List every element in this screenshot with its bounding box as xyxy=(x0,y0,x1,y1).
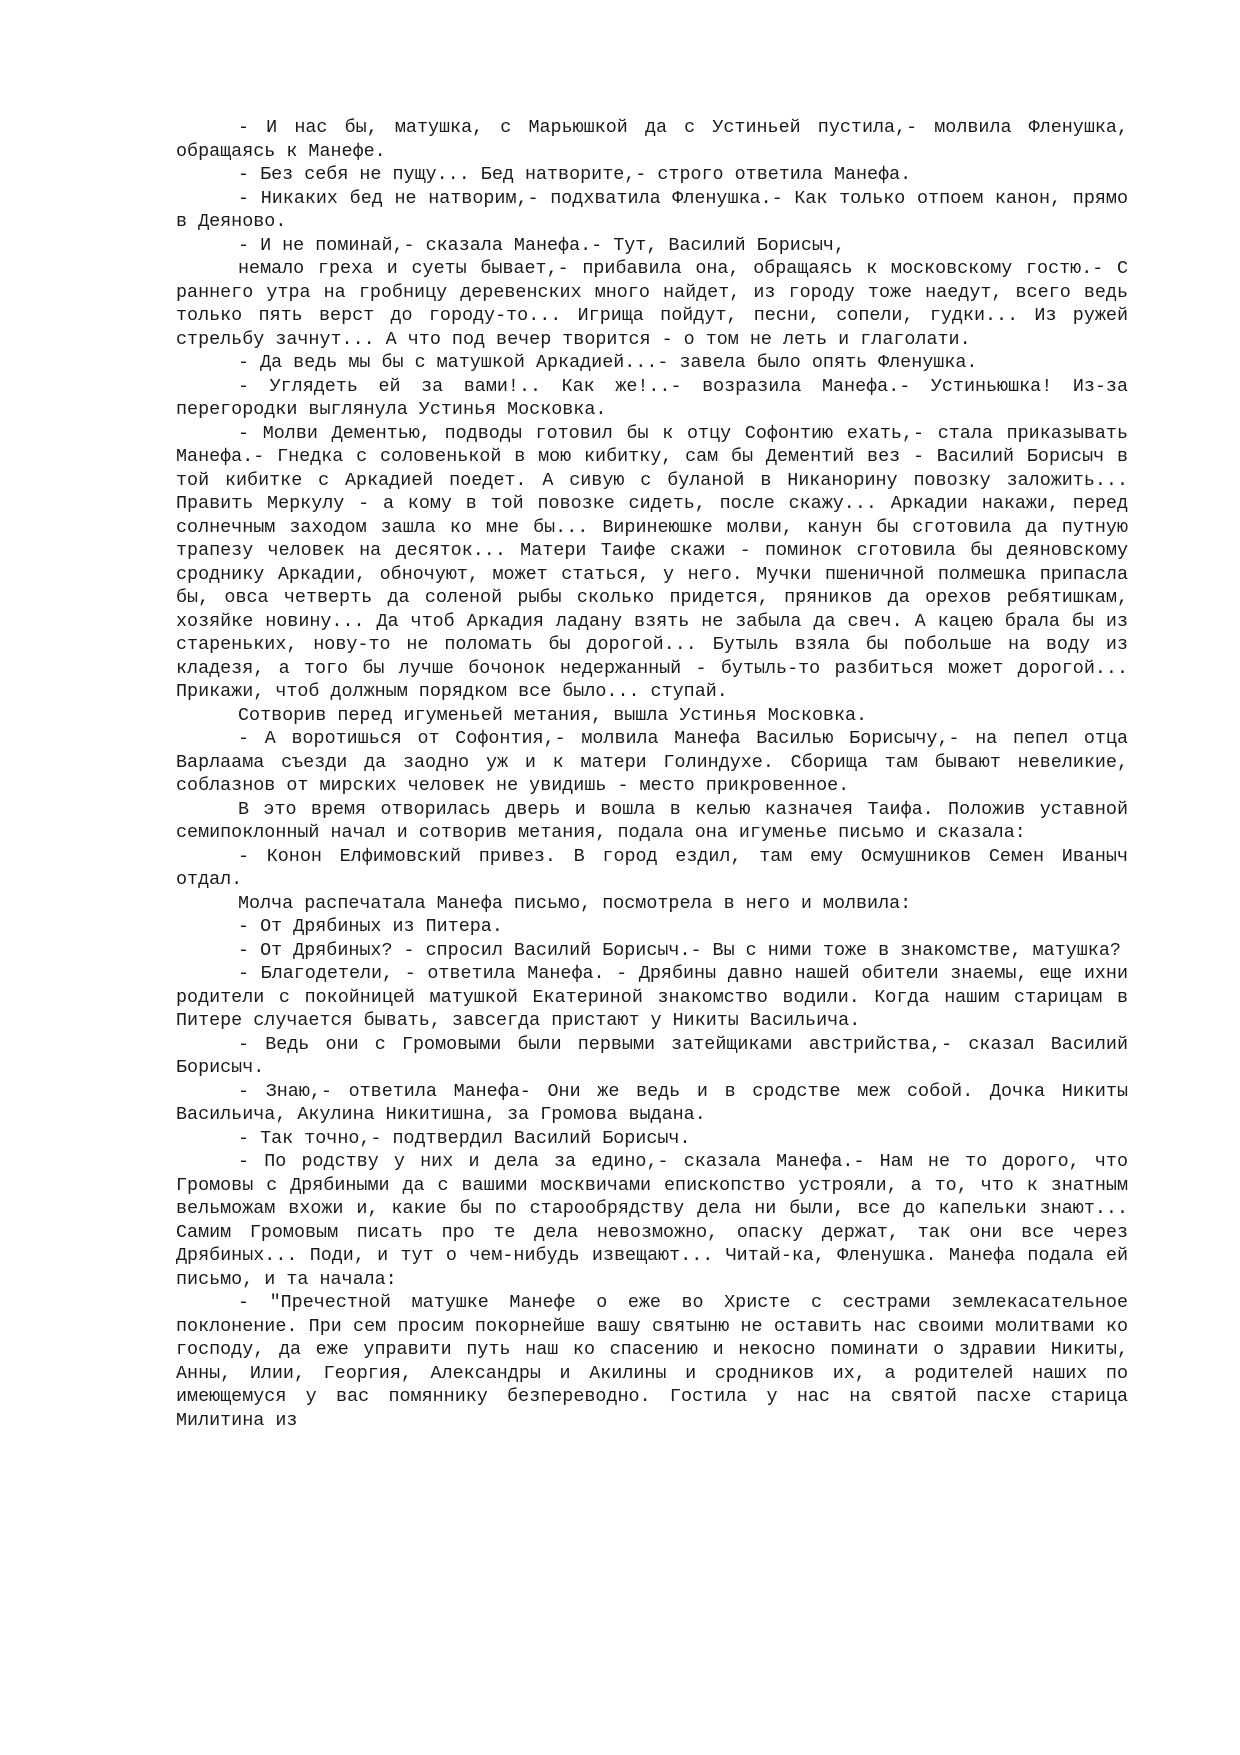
paragraph: - По родству у них и дела за едино,- сказала Манефа.- Нам не то дорого, что Громовы с Дрябиными да с вашими москвичами епископство устрояли, а то, что к знатным вельможам вхожи и, какие бы по старообрядству дела ни были, все до капельки знают... Самим Громовым писать про те дела невозможно, опаску держат, так они все через Дрябиных... Поди, и тут о чем-нибудь извещают... Читай-ка, Фленушка. Манефа подала ей письмо, и та начала: xyxy=(176,1151,1128,1290)
paragraph: Сотворив перед игуменьей метания, вышла Устинья Московка. xyxy=(238,704,868,726)
paragraph: - А воротишься от Софонтия,- молвила Манефа Василью Борисычу,- на пепел отца Варлаама съезди да заодно уж и к матери Голиндухе. Сборища там бывают невеликие, соблазнов от мирских человек не увидишь - место прикровенное. xyxy=(176,728,1128,796)
paragraph: - Без себя не пущу... Бед натворите,- строго ответила Манефа. xyxy=(238,164,912,185)
paragraph: - Молви Дементью, подводы готовил бы к отцу Софонтию ехать,- стала приказывать Манефа.- Гнедка с соловенькой в мою кибитку, сам бы Дементий вез - Василий Борисыч в той кибитке с Аркадией поедет. А сивую с буланой в Никанорину повозку заложить... Править Меркулу - а кому в той повозке сидеть, после скажу... Аркадии накажи, перед солнечным заходом зашла ко мне бы... Виринеюшке молви, канун бы сготовила да путную трапезу человек на десяток... Матери Таифе скажи - поминок сготовила бы деяновскому сроднику Аркадии, обночуют, может статься, у него. Мучки пшеничной полмешка припасла бы, овса четверть да соленой рыбы сколько придется, пряников да орехов ребятишкам, хозяйке новину... Да чтоб Аркадия ладану взять не забыла да свеч. А кацею брала бы из старeньких, нову-то не поломать бы дорогой... Бутыль взяла бы побольше на воду из кладезя, а того бы лучше бочонок недержанный - бутыль-то разбиться может дорогой... Прикажи, чтоб должным порядком все было... ступай. xyxy=(176,422,1128,702)
paragraph: - И нас бы, матушка, с Марьюшкой да с Устиньей пустила,- молвила Фленушка, обращаясь к Манефе. xyxy=(176,117,1128,162)
paragraph: - Углядеть ей за вами!.. Как же!..- возразила Манефа.- Устиньюшка! Из-за перегородки выглянула Устинья Московка. xyxy=(176,375,1128,420)
paragraph: Молча распечатала Манефа письмо, посмотрела в него и молвила: xyxy=(238,892,912,914)
paragraph: - От Дрябиных из Питера. xyxy=(238,916,503,937)
paragraph: - От Дрябиных? - спросил Василий Борисыч.- Вы с ними тоже в знакомстве, матушка? xyxy=(238,939,1121,961)
paragraph: - Конон Елфимовский привез. В город ездил, там ему Осмушников Семен Иваныч отдал. xyxy=(176,845,1128,890)
document-page xyxy=(176,116,1128,1432)
paragraph: - Ведь они с Громовыми были первыми затейщиками австрийства,- сказал Василий Борисыч. xyxy=(176,1033,1128,1078)
paragraph: - Знаю,- ответила Манефа- Они же ведь и в сродстве меж собой. Дочка Никиты Васильича, Акулина Никитишна, за Громова выдана. xyxy=(176,1080,1128,1125)
paragraph: немало греха и суеты бывает,- прибавила она, обращаясь к московскому гостю.- С раннего утра на гробницу деревенских много найдет, из городу тоже наедут, всего ведь только пять верст до городу-то... Игрища пойдут, песни, сопели, гудки... Из ружей стрельбу зачнут... А что под вечер творится - о том не леть и глаголати. xyxy=(176,258,1128,350)
paragraph: В это время отворилась дверь и вошла в келью казначея Таифа. Положив уставной семипоклонный начал и сотворив метания, подала она игуменье письмо и сказала: xyxy=(176,798,1128,843)
paragraph: - И не поминай,- сказала Манефа.- Тут, Василий Борисыч, xyxy=(238,234,845,256)
paragraph: - Благодетели, - ответила Манефа. - Дрябины давно нашей обители знаемы, еще ихни родители с покойницей матушкой Екатериной знакомство водили. Когда нашим старицам в Питере случается бывать, завсегда пристают у Никиты Васильича. xyxy=(176,963,1128,1031)
paragraph: - "Пречестной матушке Манефе о еже во Христе с сестрами землекасательное поклонение. При сем просим покорнейше вашу святыню не оставить нас своими молитвами ко господу, да еже управити путь наш ко спасению и некосно поминати о здравии Никиты, Анны, Илии, Георгия, Александры и Акилины и сродников их, а родителей наших по имеющемуся у вас помяннику безпереводно. Гостила у нас на святой пасхе старица Милитина из xyxy=(176,1292,1128,1431)
paragraph: - Никаких бед не натворим,- подхватила Фленушка.- Как только отпоем канон, прямо в Деяново. xyxy=(176,187,1128,232)
paragraph: - Да ведь мы бы с матушкой Аркадией...- завела было опять Фленушка. xyxy=(238,352,978,373)
paragraph: - Так точно,- подтвердил Василий Борисыч. xyxy=(238,1127,691,1149)
